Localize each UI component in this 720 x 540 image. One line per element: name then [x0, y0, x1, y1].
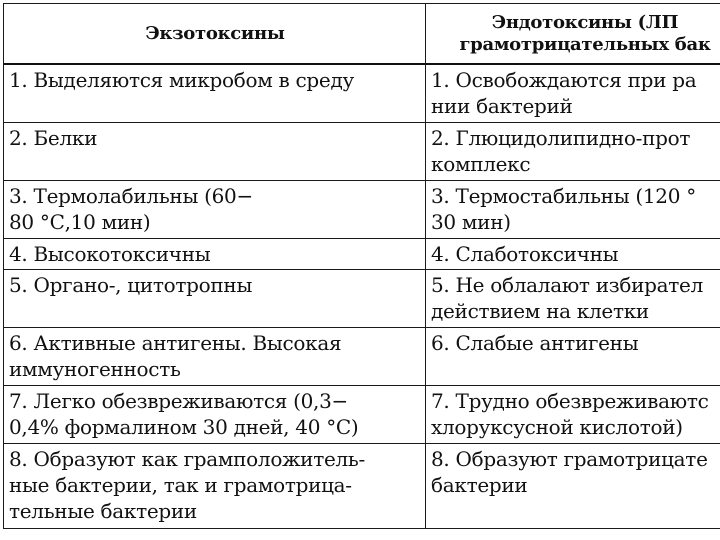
cell-line: 1. Выделяются микробом в среду: [9, 68, 354, 92]
cell-line: хлоруксусной кислотой): [431, 415, 683, 439]
cell-endotoxin: [426, 181, 720, 239]
cell-line: 4. Высокотоксичны: [9, 242, 211, 266]
cell-line: 7. Легко обезвреживаются (0,3−: [9, 389, 348, 413]
table-row: [4, 444, 720, 529]
comparison-table: [3, 3, 720, 529]
cell-line: 30 мин): [431, 210, 511, 234]
cell-endotoxin: [426, 64, 720, 123]
cell-exotoxin: [4, 270, 426, 328]
table-row: [4, 64, 720, 123]
cell-line: 80 °С,10 мин): [9, 210, 151, 234]
cell-line: комплекс: [431, 152, 531, 176]
cell-exotoxin: [4, 328, 426, 386]
cell-line: 1. Освобождаются при ра: [431, 68, 697, 92]
cell-line: 7. Трудно обезвреживаютс: [431, 389, 709, 413]
cell-endotoxin: [426, 386, 720, 444]
header-endotoxins-line2: грамотрицательных бак: [459, 33, 711, 55]
cell-line: тельные бактерии: [9, 499, 197, 523]
cell-line: 5. Органо-, цитотропны: [9, 273, 253, 297]
cell-line: 8. Образуют грамотрицате: [431, 447, 708, 471]
cell-line: 5. Не облалают избирател: [431, 273, 703, 297]
cell-line: действием на клетки: [431, 299, 649, 323]
header-endotoxins: [426, 4, 720, 65]
cell-exotoxin: [4, 386, 426, 444]
cell-endotoxin: [426, 444, 720, 529]
header-row: [4, 4, 720, 65]
header-endotoxins-line1: Эндотоксины (ЛП: [491, 11, 679, 33]
cell-exotoxin: [4, 123, 426, 181]
cell-exotoxin: [4, 444, 426, 529]
table-row: [4, 386, 720, 444]
cell-line: 8. Образуют как грамположитель-: [9, 447, 365, 471]
cell-line: нии бактерий: [431, 94, 573, 118]
cell-endotoxin: [426, 239, 720, 270]
table-row: [4, 181, 720, 239]
cell-line: 0,4% формалином 30 дней, 40 °С): [9, 415, 359, 439]
cell-exotoxin: [4, 239, 426, 270]
cell-line: 6. Активные антигены. Высокая: [9, 331, 342, 355]
cell-line: бактерии: [431, 473, 528, 497]
cell-line: 2. Белки: [9, 126, 98, 150]
cell-line: 4. Слаботоксичны: [431, 242, 619, 266]
cell-line: 2. Глюцидолипидно-прот: [431, 126, 691, 150]
table-row: [4, 123, 720, 181]
cell-line: ные бактерии, так и грамотрица-: [9, 473, 352, 497]
cell-endotoxin: [426, 123, 720, 181]
cell-line: 3. Термостабильны (120 °: [431, 184, 696, 208]
cell-endotoxin: [426, 270, 720, 328]
table-row: [4, 270, 720, 328]
cell-exotoxin: [4, 181, 426, 239]
cell-exotoxin: [4, 64, 426, 123]
cell-endotoxin: [426, 328, 720, 386]
cell-line: иммуногенность: [9, 357, 181, 381]
table-row: [4, 239, 720, 270]
cell-line: 6. Слабые антигены: [431, 331, 639, 355]
cell-line: 3. Термолабильны (60−: [9, 184, 253, 208]
header-exotoxins-text: Экзотоксины: [145, 22, 285, 44]
header-exotoxins: [4, 4, 426, 65]
table-row: [4, 328, 720, 386]
